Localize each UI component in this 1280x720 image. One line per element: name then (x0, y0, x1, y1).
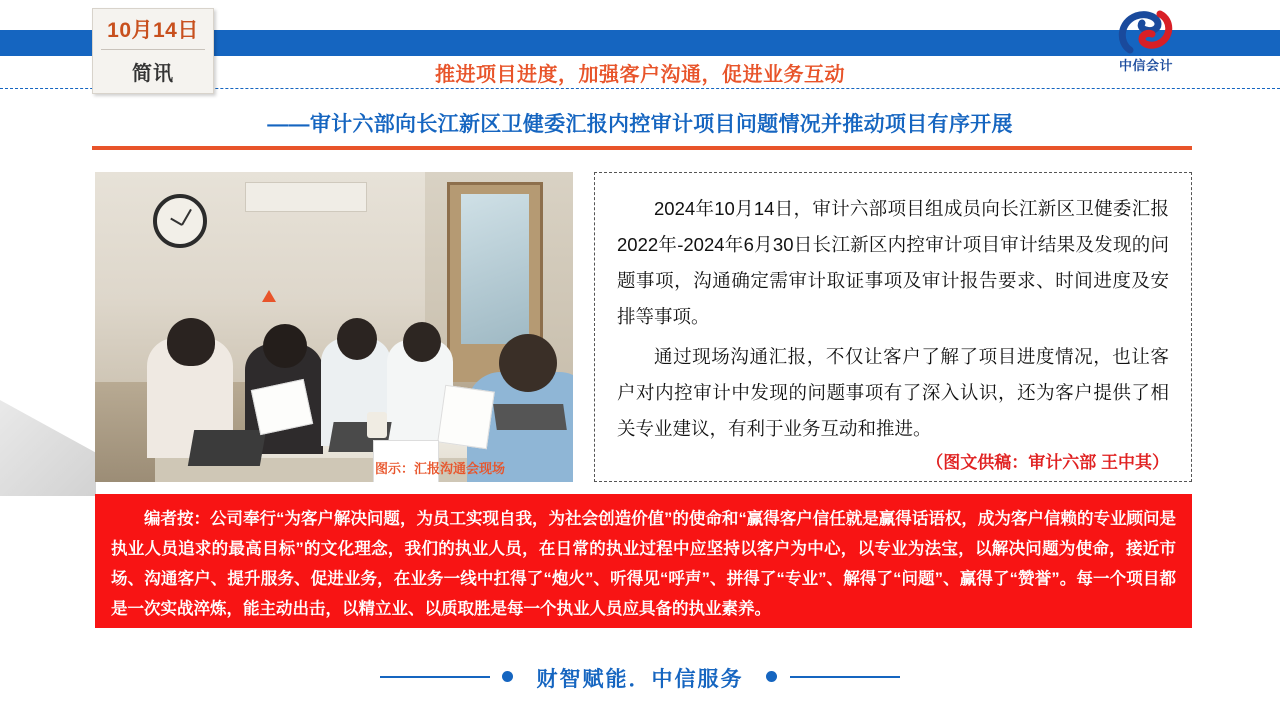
footer-rule-right (790, 676, 900, 678)
article-paragraph-1: 2024年10月14日，审计六部项目组成员向长江新区卫健委汇报2022年-2024年6月30日长江新区内控审计项目审计结果及发现的问题事项，沟通确定需审计取证事项及审计报告要求、时间进度及安排等事项。 (617, 198, 1169, 327)
article-textbox (594, 172, 1192, 482)
meeting-photo (95, 172, 573, 482)
editor-note-box (95, 494, 1192, 628)
caption-triangle-icon (262, 290, 276, 302)
logo-mark-icon (1100, 10, 1192, 54)
section-label: 简讯 (132, 63, 174, 85)
photo-laptop-1 (188, 430, 266, 466)
photo-document-2 (437, 385, 495, 449)
photo-document-3 (373, 440, 439, 482)
headline: 推进项目进度，加强客户沟通，促进业务互动 (435, 64, 845, 86)
photo-person-5-head (499, 334, 557, 392)
editor-note-text: 编者按：公司奉行“为客户解决问题，为员工实现自我，为社会创造价值”的使命和“赢得客户信任就是赢得话语权，成为客户信赖的专业顾问是执业人员追求的最高目标”的文化理念，我们的执业人员，在日常的执业过程中应坚持以客户为中心，以专业为法宝，以解决问题为使命，接近市场、沟通客户、提升服务、促进业务，在业务一线中扛得了“炮火”、听得见“呼声”、拼得了“专业”、解得了“问题”、赢得了“赞誉”。每一个项目都是一次实战淬炼，能主动出击，以精立业、以质取胜是每一个执业人员应具备的执业素养。 (111, 510, 1176, 618)
subheadline: ——审计六部向长江新区卫健委汇报内控审计项目问题情况并推动项目有序开展 (267, 113, 1013, 136)
logo-company-name: 中信会计 (1118, 58, 1173, 73)
photo-person-4-head (403, 322, 441, 362)
photo-laptop-3 (493, 404, 567, 430)
decorative-corner-shape (0, 400, 96, 496)
article-paragraph-2: 通过现场沟通汇报，不仅让客户了解了项目进度情况，也让客户对内控审计中发现的问题事项有了深入认识，还为客户提供了相关专业建议，有利于业务互动和推进。 (617, 346, 1169, 439)
photo-air-conditioner (245, 182, 367, 212)
date-box-divider (101, 49, 205, 50)
photo-door-glass (461, 194, 529, 344)
photo-caption: 图示：汇报沟通会现场 (375, 461, 506, 476)
orange-divider (92, 146, 1192, 150)
photo-person-3-head (337, 318, 377, 360)
photo-person-1-head (167, 318, 215, 366)
photo-cup (367, 412, 387, 438)
article-credit: （图文供稿：审计六部 王中其） (926, 453, 1169, 472)
wall-clock-icon (153, 194, 207, 248)
photo-person-2-head (263, 324, 307, 368)
issue-date: 10月14日 (107, 19, 199, 42)
footer-slogan: 财智赋能．中信服务 (536, 668, 744, 691)
footer-dot-right-icon (766, 671, 777, 682)
